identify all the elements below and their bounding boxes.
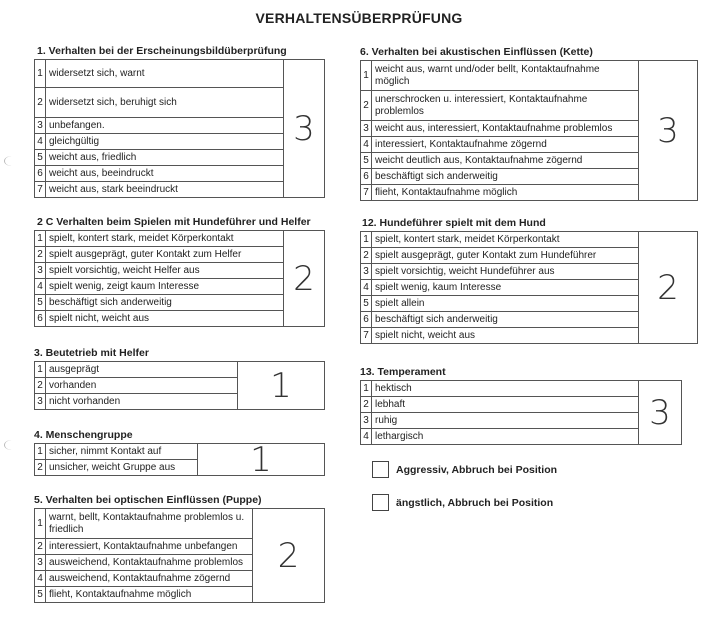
score-value: 3 [293, 108, 315, 149]
score-cell[interactable] [639, 232, 698, 344]
row-number: 2 [35, 460, 46, 476]
section-beutetrieb [34, 346, 325, 410]
row-number: 3 [35, 263, 46, 279]
row-option: beschäftigt sich anderweitig [46, 295, 284, 311]
rating-table [34, 230, 325, 327]
section-optische-einfluesse [34, 493, 325, 603]
row-number: 4 [361, 429, 372, 445]
row-option: gleichgültig [46, 134, 284, 150]
section-erscheinungsbild [34, 44, 325, 198]
row-option: weicht aus, friedlich [46, 150, 284, 166]
row-number: 2 [35, 378, 46, 394]
row-number: 6 [35, 166, 46, 182]
row-number: 1 [361, 232, 372, 248]
section-title: 3. Beutetrieb mit Helfer [34, 347, 149, 359]
row-number: 5 [361, 296, 372, 312]
row-option: unbefangen. [46, 118, 284, 134]
score-value: 1 [270, 365, 292, 406]
section-title: 12. Hundeführer spielt mit dem Hund [362, 217, 546, 229]
section-title: 5. Verhalten bei optischen Einflüssen (Puppe) [34, 494, 262, 506]
row-option: spielt nicht, weicht aus [372, 328, 639, 344]
row-option: spielt vorsichtig, weicht Helfer aus [46, 263, 284, 279]
section-menschengruppe [34, 428, 325, 480]
section-temperament [360, 365, 682, 445]
row-option: weicht aus, interessiert, Kontaktaufnahme problemlos [372, 121, 639, 137]
row-option: unsicher, weicht Gruppe aus [46, 460, 198, 476]
score-value: 2 [657, 267, 679, 308]
row-option: spielt ausgeprägt, guter Kontakt zum Helfer [46, 247, 284, 263]
row-option: weicht aus, warnt und/oder bellt, Kontaktaufnahme möglich [372, 61, 639, 91]
row-number: 1 [35, 444, 46, 460]
row-number: 2 [35, 539, 46, 555]
row-number: 3 [361, 413, 372, 429]
score-value: 3 [657, 110, 679, 151]
rating-table [34, 508, 325, 603]
row-option: flieht, Kontaktaufnahme möglich [46, 587, 253, 603]
score-cell[interactable] [253, 509, 325, 603]
row-number: 1 [361, 381, 372, 397]
rating-table [34, 59, 325, 198]
row-number: 4 [35, 571, 46, 587]
score-cell[interactable] [198, 439, 325, 480]
row-number: 2 [361, 397, 372, 413]
row-number: 1 [35, 362, 46, 378]
aengstlich-abbruch-row[interactable] [372, 494, 553, 511]
section-title: 13. Temperament [360, 366, 446, 378]
row-number: 1 [35, 231, 46, 247]
row-option: spielt wenig, zeigt kaum Interesse [46, 279, 284, 295]
row-option: nicht vorhanden [46, 394, 238, 410]
row-option: widersetzt sich, beruhigt sich [46, 88, 284, 118]
row-option: beschäftigt sich anderweitig [372, 312, 639, 328]
row-number: 7 [361, 185, 372, 201]
checkbox-label: ängstlich, Abbruch bei Position [396, 496, 554, 509]
row-number: 4 [361, 137, 372, 153]
row-option: interessiert, Kontaktaufnahme unbefangen [46, 539, 253, 555]
row-option: hektisch [372, 381, 639, 397]
row-option: lebhaft [372, 397, 639, 413]
punch-hole-mark [4, 156, 19, 166]
row-number: 3 [35, 555, 46, 571]
row-number: 3 [35, 118, 46, 134]
aggressiv-checkbox[interactable] [372, 461, 389, 478]
punch-hole-mark [4, 440, 19, 450]
row-number: 5 [35, 150, 46, 166]
page-title: VERHALTENSÜBERPRÜFUNG [255, 10, 463, 26]
section-title: 1. Verhalten bei der Erscheinungsbildüberprüfung [37, 45, 287, 57]
section-title: 4. Menschengruppe [34, 429, 133, 441]
row-number: 6 [361, 169, 372, 185]
row-number: 4 [361, 280, 372, 296]
section-spielen-helfer [34, 215, 325, 327]
rating-table [360, 231, 698, 344]
row-number: 5 [35, 295, 46, 311]
score-value: 2 [293, 258, 315, 299]
row-option: beschäftigt sich anderweitig [372, 169, 639, 185]
row-option: flieht, Kontaktaufnahme möglich [372, 185, 639, 201]
score-cell[interactable] [639, 381, 682, 445]
row-number: 1 [361, 61, 372, 91]
row-option: interessiert, Kontaktaufnahme zögernd [372, 137, 639, 153]
row-option: ruhig [372, 413, 639, 429]
score-cell[interactable] [238, 362, 325, 410]
row-number: 5 [35, 587, 46, 603]
row-number: 2 [361, 248, 372, 264]
rating-table [360, 60, 698, 201]
row-option: ausgeprägt [46, 362, 238, 378]
row-option: spielt vorsichtig, weicht Hundeführer aus [372, 264, 639, 280]
row-number: 3 [361, 264, 372, 280]
row-option: vorhanden [46, 378, 238, 394]
row-option: sicher, nimmt Kontakt auf [46, 444, 198, 460]
aengstlich-checkbox[interactable] [372, 494, 389, 511]
row-option: spielt, kontert stark, meidet Körperkontakt [46, 231, 284, 247]
row-option: spielt ausgeprägt, guter Kontakt zum Hundeführer [372, 248, 639, 264]
row-number: 1 [35, 509, 46, 539]
score-cell[interactable] [284, 60, 325, 198]
row-number: 1 [35, 60, 46, 88]
row-option: weicht aus, beeindruckt [46, 166, 284, 182]
row-option: weicht aus, stark beeindruckt [46, 182, 284, 198]
row-option: spielt, kontert stark, meidet Körperkontakt [372, 232, 639, 248]
row-option: spielt allein [372, 296, 639, 312]
row-option: ausweichend, Kontaktaufnahme zögernd [46, 571, 253, 587]
row-option: ausweichend, Kontaktaufnahme problemlos [46, 555, 253, 571]
row-option: lethargisch [372, 429, 639, 445]
row-number: 5 [361, 153, 372, 169]
row-number: 3 [361, 121, 372, 137]
row-number: 7 [35, 182, 46, 198]
row-number: 3 [35, 394, 46, 410]
row-option: widersetzt sich, warnt [46, 60, 284, 88]
row-number: 2 [35, 88, 46, 118]
section-hundefuehrer-spiel [360, 216, 698, 344]
row-number: 2 [35, 247, 46, 263]
section-title: 2 C Verhalten beim Spielen mit Hundeführer und Helfer [37, 216, 311, 228]
row-option: unerschrocken u. interessiert, Kontaktaufnahme problemlos [372, 91, 639, 121]
section-akustische-einfluesse [360, 45, 698, 201]
score-value: 1 [250, 439, 272, 480]
score-value: 3 [649, 392, 671, 433]
row-option: spielt wenig, kaum Interesse [372, 280, 639, 296]
row-option: warnt, bellt, Kontaktaufnahme problemlos u. friedlich [46, 509, 253, 539]
aggressiv-abbruch-row[interactable] [372, 461, 557, 478]
row-number: 4 [35, 134, 46, 150]
rating-table [360, 380, 682, 445]
rating-table [34, 361, 325, 410]
score-value: 2 [277, 535, 300, 576]
row-option: weicht deutlich aus, Kontaktaufnahme zögernd [372, 153, 639, 169]
row-number: 2 [361, 91, 372, 121]
score-cell[interactable] [284, 231, 325, 327]
row-number: 6 [35, 311, 46, 327]
section-title: 6. Verhalten bei akustischen Einflüssen (Kette) [360, 46, 593, 58]
checkbox-label: Aggressiv, Abbruch bei Position [396, 463, 558, 476]
row-number: 4 [35, 279, 46, 295]
row-option: spielt nicht, weicht aus [46, 311, 284, 327]
score-cell[interactable] [639, 61, 698, 201]
row-number: 6 [361, 312, 372, 328]
rating-table [34, 439, 325, 480]
row-number: 7 [361, 328, 372, 344]
